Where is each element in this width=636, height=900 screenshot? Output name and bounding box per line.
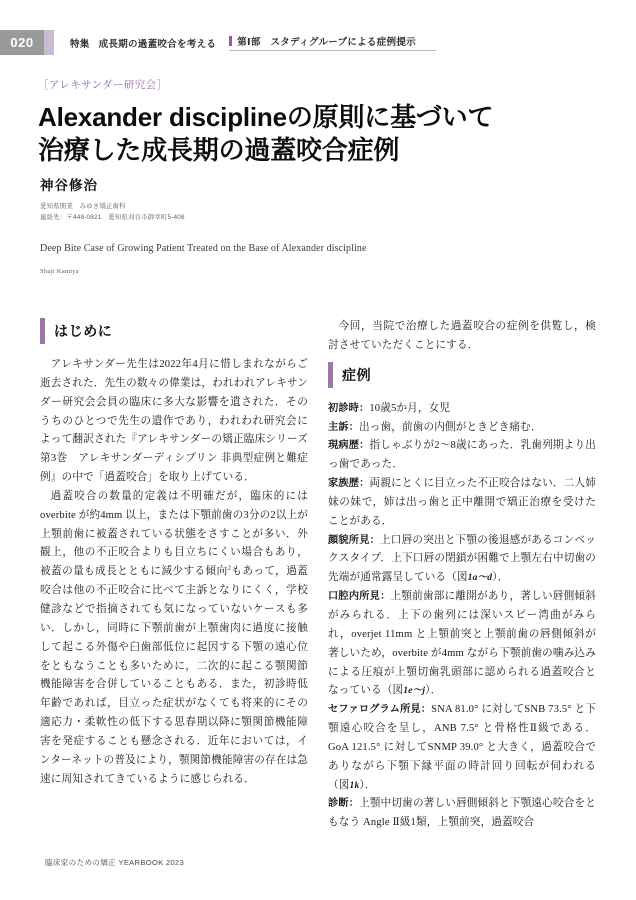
page-title-line-1: Alexander disciplineの原則に基づいて — [38, 102, 494, 132]
page-title — [38, 101, 598, 168]
case-item-chief-complaint — [328, 419, 596, 438]
case-item-text-a: 上顎前歯部に離開があり，著しい唇側傾斜がみられる．上下の歯列には深いスピー湾曲がみられ，overjet 11mm と上顎前突と上顎前歯の唇側傾斜が著しいため，overbite が4mm ながら下顎前歯の噛み込みによる圧痕が上顎切歯乳頭部に認められる過蓋咬合となっている（図 — [328, 591, 596, 697]
case-item-text-b: ）． — [425, 685, 442, 697]
case-item-label: 初診時： — [328, 402, 370, 414]
case-item-family-history — [328, 475, 596, 532]
case-item-label: 顔貌所見： — [328, 534, 380, 546]
section-accent-bar-icon — [328, 362, 333, 388]
affiliation-line-1: 愛知県開業 みゆき矯正歯科 — [40, 203, 126, 210]
intro-paragraph-2-part-b: もあって，過蓋咬合は他の不正咬合に比べて主訴となりにくく，学校健診などで指摘されても気になっていないケースも多い．しかし，同時に下顎前歯が上顎歯肉に過度に接触して起こる外傷や臼歯部低位に起因する下顎の遠心位をともなうことも多いために，二次的に起こる顎関節機能障害を合併していることもある．また，初診時低年齢であれば，目立った症状がなくても将来的にその適応力・柔軟性の低下する思春期以降に顎関節機能障害を発症することも懸念される．近年においては，インターネットの普及により，顎関節機能障害の存在は急速に周知されてきているように感じられる． — [40, 566, 308, 785]
case-item-text: 上顎中切歯の著しい唇側傾斜と下顎遠心咬合をともなう Angle Ⅱ級1類，上顎前突，過蓋咬合 — [328, 798, 596, 829]
figure-reference: 1k — [349, 779, 360, 791]
author-name: 神谷修治 — [40, 178, 98, 193]
case-item-text: 両親にとくに目立った不正咬合はない．二人姉妹の妹で，姉は出っ歯と正中離開で矯正治療を受けたことがある． — [328, 478, 596, 527]
case-item-text: 出っ歯，前歯の内側がときどき痛む． — [359, 421, 542, 433]
case-item-facial-findings — [328, 532, 596, 589]
running-head-part-group — [229, 34, 436, 51]
figure-reference: 1e〜j — [403, 685, 426, 697]
right-column — [328, 318, 596, 833]
case-item-intraoral-findings — [328, 588, 596, 701]
intro-closing-paragraph: 今回，当院で治療した過蓋咬合の症例を供覧し，検討させていただくことにする． — [328, 321, 596, 351]
page-folio-number: 020 — [0, 30, 44, 55]
affiliation-contact-line: 連絡先：〒448-0821 愛知県刈谷市御幸町5-408 — [40, 214, 185, 222]
case-item-label: 診断： — [328, 798, 360, 810]
case-item-label: 主訴： — [328, 421, 360, 433]
part-marker-bar-icon — [229, 36, 232, 46]
case-item-diagnosis — [328, 795, 596, 833]
case-item-text: 10歳5か月，女児 — [369, 402, 451, 414]
study-group-label: ［アレキサンダー研究会］ — [38, 79, 168, 91]
english-title: Deep Bite Case of Growing Patient Treated on the Base of Alexander discipline — [40, 243, 367, 254]
case-item-text-a: 上口唇の突出と下顎の後退感があるコンベックスタイプ．上下口唇の閉鎖が困難で上顎左右中切歯の先端が通常露呈している（図 — [328, 534, 597, 584]
intro-paragraph-2-part-a: 過蓋咬合の数量的定義は不明確だが，臨床的にはoverbite が約4mm 以上，または下顎前歯の3分の2以上が上顎前歯に被蓋されている状態をさすことが多い．外観上，他の不正咬合よりも目立ちにくい場合もあり，被蓋の量も成長とともに減少する傾向 — [40, 490, 309, 578]
page-title-line-2: 治療した成長期の過蓋咬合症例 — [38, 135, 400, 166]
intro-paragraph-1: アレキサンダー先生は2022年4月に惜しまれながらご逝去された．先生の数々の偉業は，われわれアレキサンダー研究会会員の臨床に多大な影響を遺された．そのうちのひとつで先生の遺作であり，われわれ研究会によって翻訳された『アレキサンダーの矯正臨床シリーズ第3巻 アレキサンダーディシプリン 非典型症例と難症例』の中で「過蓋咬合」を取り上げている． — [40, 359, 308, 484]
case-item-cephalometric-findings — [328, 701, 596, 795]
case-item-label: 現病歴： — [328, 440, 370, 452]
running-head-feature-label: 特集 — [70, 38, 90, 50]
section-accent-bar-icon — [40, 318, 45, 344]
running-head — [0, 30, 636, 55]
running-head-text — [54, 30, 636, 55]
case-item-text-b: ）． — [492, 572, 509, 584]
case-item-text-a: SNA 81.0° に対してSNB 73.5° と下顎遠心咬合を呈し，ANB 7.5° と骨格性Ⅱ級である．GoA 121.5° に対してSNMP 39.0° と大きく，過蓋咬合でありながら下顎下縁平面の時計回り回転が伺われる（図 — [328, 704, 596, 791]
section-heading-case — [328, 362, 596, 388]
author-affiliation — [40, 201, 185, 223]
case-item-label: セファログラム所見： — [328, 704, 432, 716]
case-item-first-visit — [328, 400, 596, 419]
english-author-name: Shuji Kamiya — [40, 268, 79, 275]
footnote-ref-2: 2 — [227, 564, 232, 572]
page-footer: 臨床家のための矯正 YEARBOOK 2023 — [45, 858, 184, 867]
section-heading-label: はじめに — [54, 323, 113, 339]
case-item-text: 指しゃぶりが2〜8歳にあった．乳歯列期より出っ歯であった． — [328, 440, 596, 471]
intro-paragraph-2 — [40, 488, 308, 790]
left-column — [40, 318, 308, 789]
figure-reference: 1a〜d — [467, 572, 493, 584]
case-item-label: 口腔内所見： — [328, 591, 391, 603]
case-item-present-illness — [328, 437, 596, 475]
running-head-part-label: 第Ⅰ部 スタディグループによる症例提示 — [237, 37, 416, 48]
section-heading-introduction — [40, 318, 308, 344]
case-item-text-b: ）． — [359, 779, 376, 791]
running-head-feature-topic: 成長期の過蓋咬合を考える — [98, 38, 217, 50]
section-heading-label: 症例 — [342, 366, 372, 383]
folio-accent-tab — [44, 30, 54, 55]
case-item-label: 家族歴： — [328, 478, 370, 490]
